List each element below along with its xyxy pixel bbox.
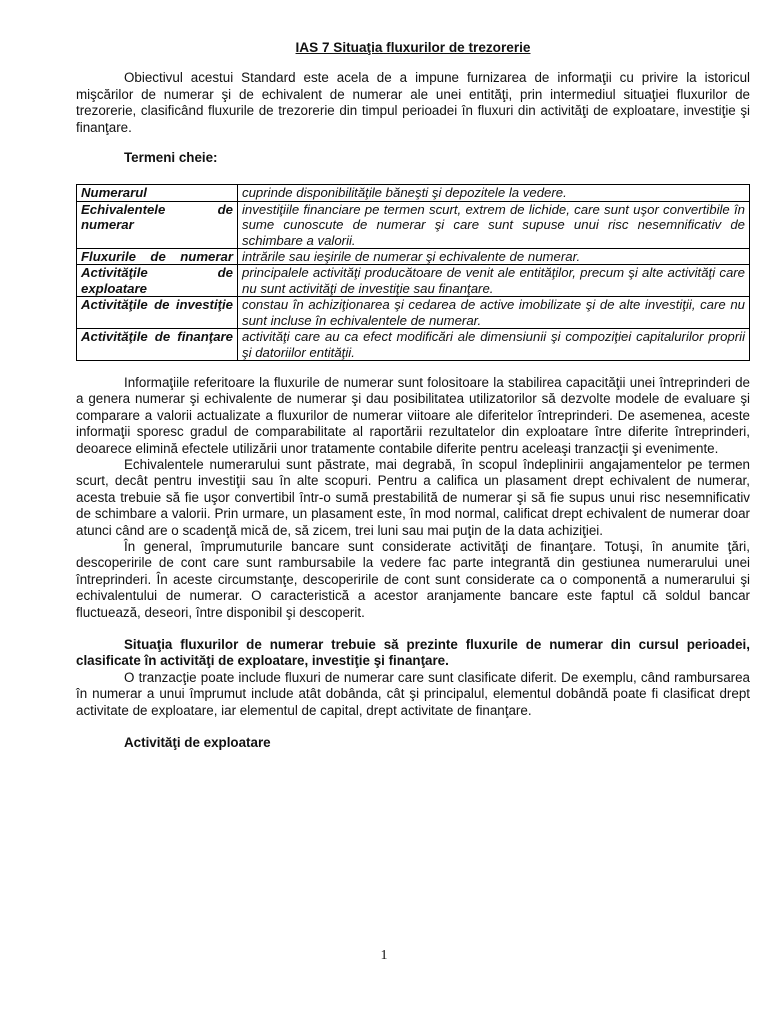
table-row bbox=[77, 185, 750, 201]
section-heading: Activităţi de exploatare bbox=[124, 735, 271, 751]
table-row bbox=[77, 249, 750, 265]
body-paragraph: În general, împrumuturile bancare sunt considerate activităţi de finanţare. Totuşi, în anumite ţări, descoperirile de cont care sunt rambursabile la vedere fac parte integrantă din gestiunea numerarului unei întreprinderi. În aceste circumstanţe, descoperirile de cont sunt considerate ca o componentă a numerarului şi echivalentului de numerar. O caracteristică a acestor aranjamente bancare este faptul că soldul bancar fluctuează, deseori, între disponibil şi descoperit. bbox=[76, 538, 750, 620]
term-cell: Activităţile de exploatare bbox=[77, 265, 238, 297]
body-paragraph: Echivalentele numerarului sunt păstrate, mai degrabă, în scopul îndeplinirii angajamentelor pe termen scurt, decât pentru investiţii sau în alte scopuri. Pentru a califica un plasament drept echivalent de numerar, acesta trebuie să fie uşor convertibil într-o sumă prestabilită de numerar şi să fie supus unui risc nesemnificativ de schimbare a valorii. Prin urmare, un plasament este, în mod normal, calificat drept echivalent de numerar doar atunci când are o scadenţă mică de, să zicem, trei luni sau mai puţin de la data achiziţiei. bbox=[76, 456, 750, 538]
definition-cell: constau în achiziţionarea şi cedarea de active imobilizate şi de alte investiţii, care nu sunt incluse în echivalentele de numerar. bbox=[238, 297, 750, 329]
body-paragraph: O tranzacţie poate include fluxuri de numerar care sunt clasificate diferit. De exemplu, când rambursarea în numerar a unui împrumut include atât dobânda, cât şi principalul, elementul dobândă poate fi clasificat drept activitate de exploatare, iar elementul de capital, drept activitate de finanţare. bbox=[76, 669, 750, 718]
page-number: 1 bbox=[380, 948, 388, 963]
document-title: IAS 7 Situaţia fluxurilor de trezorerie bbox=[295, 40, 531, 55]
table-row bbox=[77, 297, 750, 329]
intro-paragraph: Obiectivul acestui Standard este acela de a impune furnizarea de informaţii cu privire la istoricul mişcărilor de numerar şi de echivalent de numerar ale unei entităţi, prin intermediul situaţiei fluxurilor de trezorerie, clasificând fluxurile de trezorerie din timpul perioadei în fluxuri din activităţi de exploatare, investiţie şi finanţare. bbox=[76, 70, 750, 135]
table-row bbox=[77, 329, 750, 361]
table-row bbox=[77, 265, 750, 297]
definition-cell: intrările sau ieşirile de numerar şi echivalente de numerar. bbox=[238, 249, 750, 265]
bold-statement: Situaţia fluxurilor de numerar trebuie să prezinte fluxurile de numerar din cursul perioadei, clasificate în activităţi de exploatare, investiţie şi finanţare. bbox=[76, 637, 750, 669]
term-cell: Echivalentele de numerar bbox=[77, 201, 238, 248]
definition-cell: cuprinde disponibilităţile băneşti şi depozitele la vedere. bbox=[238, 185, 750, 201]
document-page bbox=[76, 40, 750, 769]
term-cell: Activităţile de investiţie bbox=[77, 297, 238, 329]
key-terms-table bbox=[76, 184, 750, 360]
term-cell: Numerarul bbox=[77, 185, 238, 201]
definition-cell: activităţi care au ca efect modificări ale dimensiunii şi compoziţiei capitalurilor proprii şi datoriilor entităţii. bbox=[238, 329, 750, 361]
body-paragraph: Informaţiile referitoare la fluxurile de numerar sunt folositoare la stabilirea capacităţii unei întreprinderi de a genera numerar şi echivalente de numerar şi dau posibilitatea utilizatorilor să dezvolte modele de evaluare şi comparare a valorii actualizate a fluxurilor de numerar viitoare ale diferitelor întreprinderi. De asemenea, aceste informaţii sporesc gradul de comparabilitate al raportării rezultatelor din exploatare între diferite întreprinderi, deoarece elimină efectele utilizării unor tratamente contabile diferite pentru aceleaşi tranzacţii şi evenimente. bbox=[76, 374, 750, 456]
table-row bbox=[77, 201, 750, 248]
terms-heading: Termeni cheie: bbox=[124, 150, 218, 166]
definition-cell: investiţiile financiare pe termen scurt, extrem de lichide, care sunt uşor convertibile în sume cunoscute de numerar şi care sunt supuse unui risc nesemnificativ de schimbare a valorii. bbox=[238, 201, 750, 248]
term-cell: Fluxurile de numerar bbox=[77, 249, 238, 265]
term-cell: Activităţile de finanţare bbox=[77, 329, 238, 361]
definition-cell: principalele activităţi producătoare de venit ale entităţilor, precum şi alte activităţi care nu sunt activităţi de investiţie sau finanţare. bbox=[238, 265, 750, 297]
